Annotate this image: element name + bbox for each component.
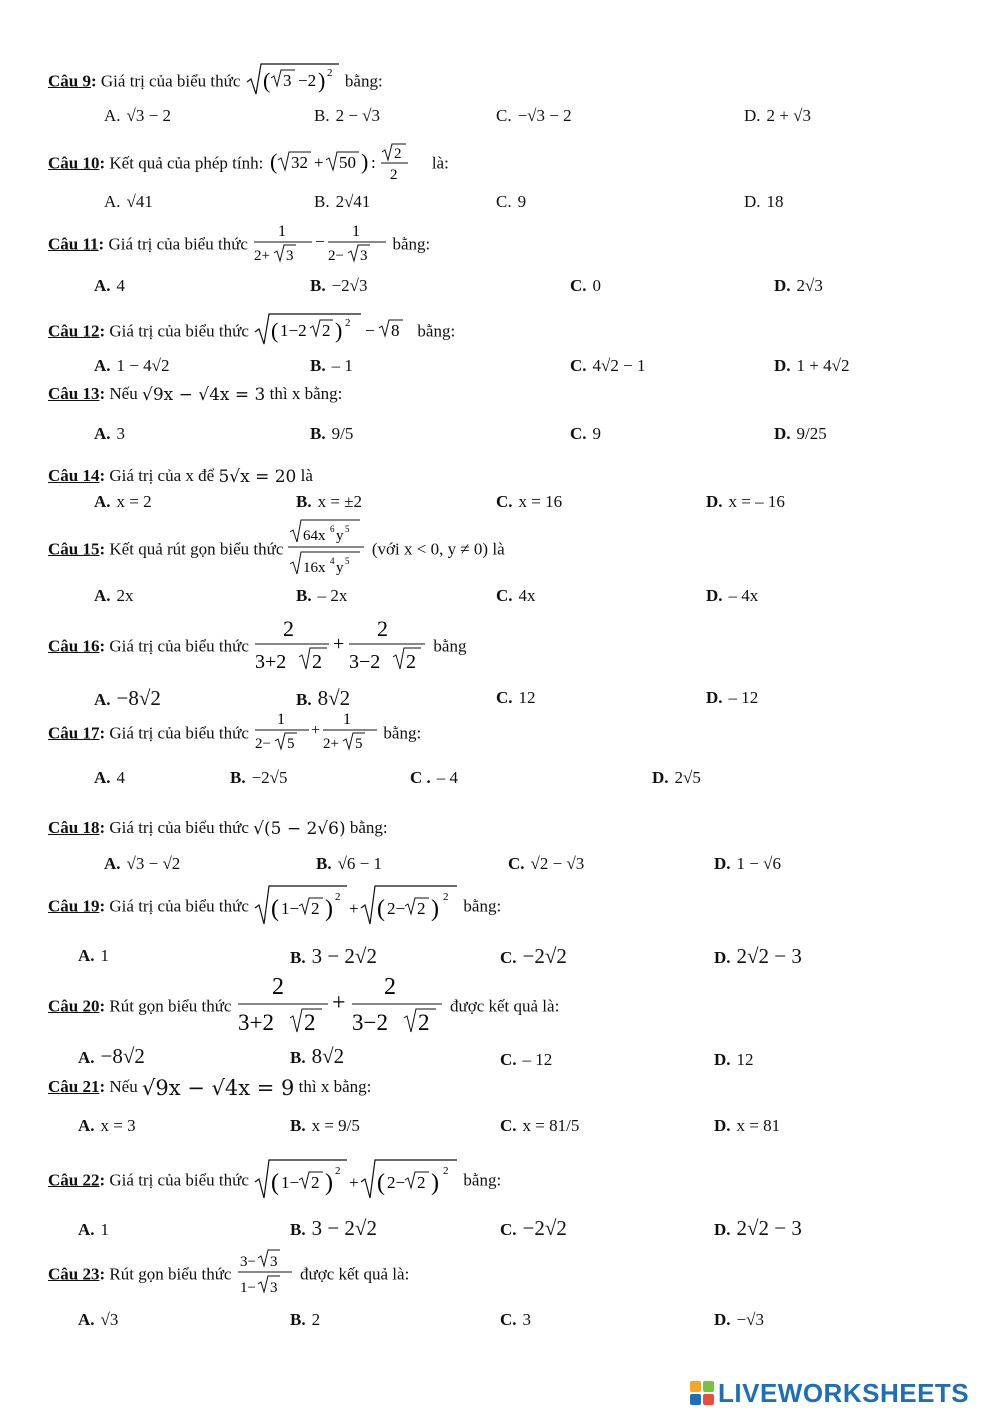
option-c[interactable]: C. x = 16 xyxy=(496,492,563,511)
svg-text:3−2: 3−2 xyxy=(351,1010,388,1035)
option-d[interactable]: D. 2√2 − 3 xyxy=(714,944,802,968)
option-d[interactable]: D. x = 81 xyxy=(714,1116,781,1135)
option-d[interactable]: D. 2√5 xyxy=(652,768,701,787)
svg-text:): ) xyxy=(317,68,325,93)
question-number: Câu 10 xyxy=(48,153,100,173)
question-17: Câu 17: Giá trị của biểu thức 1 2− 5 + 1 2+ 5 bằng: xyxy=(48,708,421,761)
question-tail: thì x bằng: xyxy=(269,384,343,403)
expression-q15 xyxy=(288,518,368,583)
question-number: Câu 14 xyxy=(48,466,100,485)
svg-text:2: 2 xyxy=(406,651,417,673)
svg-text:(: ( xyxy=(377,896,386,922)
option-b[interactable]: B. 8√2 xyxy=(296,686,351,710)
svg-text:3: 3 xyxy=(360,248,368,264)
option-b[interactable]: B. 2 xyxy=(290,1310,321,1329)
option-a[interactable]: A. 3 xyxy=(94,424,126,443)
expression-q23 xyxy=(236,1248,296,1303)
svg-text:1−: 1− xyxy=(281,1173,300,1192)
option-d[interactable]: D. 18 xyxy=(744,192,784,211)
option-a[interactable]: A. 1 xyxy=(78,1220,110,1239)
question-text: Rút gọn biểu thức xyxy=(109,1264,232,1284)
question-number: Câu 15 xyxy=(48,539,100,559)
svg-text:2: 2 xyxy=(443,891,449,903)
question-text: Nếu xyxy=(109,384,138,403)
question-13: Câu 13: Nếu √9x − √4x = 3 thì x bằng: xyxy=(48,384,343,406)
svg-text:8: 8 xyxy=(391,321,400,340)
option-d[interactable]: D. 9/25 xyxy=(774,424,827,443)
svg-text:2: 2 xyxy=(311,1173,320,1192)
svg-text:1−: 1− xyxy=(281,899,300,918)
option-b[interactable]: B. 3 − 2√2 xyxy=(290,1216,377,1240)
option-a[interactable]: A. √3 − √2 xyxy=(104,854,181,873)
svg-text:(: ( xyxy=(377,1170,386,1196)
question-text: Giá trị của biểu thức xyxy=(108,234,248,254)
question-tail: được kết quả là: xyxy=(449,996,560,1016)
expression-q16 xyxy=(253,614,429,681)
question-15: Câu 15: Kết quả rút gọn biểu thức 64x 6 y 5 16x 4 y 5 (với x < 0, y ≠ 0) là xyxy=(48,518,505,583)
option-b[interactable]: B. – 1 xyxy=(310,356,353,375)
question-text: Giá trị của biểu thức xyxy=(109,818,249,837)
expression-q22 xyxy=(253,1156,459,1207)
svg-text:4: 4 xyxy=(329,556,335,566)
svg-text:): ) xyxy=(335,318,343,343)
svg-text::: : xyxy=(370,153,376,172)
svg-text:1: 1 xyxy=(278,223,287,240)
svg-text:5: 5 xyxy=(287,736,295,752)
question-14: Câu 14: Giá trị của x để 5√x = 20 là xyxy=(48,466,313,488)
option-c[interactable]: C . – 4 xyxy=(410,768,459,787)
svg-text:2: 2 xyxy=(417,899,426,918)
question-number: Câu 17 xyxy=(48,723,100,743)
svg-text:5: 5 xyxy=(355,736,363,752)
option-a[interactable]: A. x = 2 xyxy=(94,492,152,511)
brand-name: LIVEWORKSHEETS xyxy=(718,1377,970,1408)
question-19: Câu 19: Giá trị của biểu thức ( 1− 2 ) 2 + ( 2− 2 ) 2 bằng: xyxy=(48,882,501,933)
question-number: Câu 12 xyxy=(48,321,100,341)
question-number: Câu 13 xyxy=(48,384,100,403)
option-c[interactable]: C. 3 xyxy=(500,1310,532,1329)
option-d[interactable]: D. 1 − √6 xyxy=(714,854,781,873)
svg-text:2: 2 xyxy=(312,651,323,673)
svg-text:1−: 1− xyxy=(239,1280,256,1296)
svg-text:): ) xyxy=(325,1170,334,1196)
expression-q20 xyxy=(236,972,446,1043)
expression-q21: √9x − √4x = 9 xyxy=(141,1076,295,1100)
svg-text:2: 2 xyxy=(335,1165,341,1177)
question-number: Câu 22 xyxy=(48,1170,100,1190)
svg-text:): ) xyxy=(431,1170,440,1196)
option-b[interactable]: B. 9/5 xyxy=(310,424,354,443)
option-a[interactable]: A. 4 xyxy=(94,768,126,787)
option-a[interactable]: A. −8√2 xyxy=(94,686,161,710)
svg-text:): ) xyxy=(431,896,440,922)
option-d[interactable]: D. – 12 xyxy=(706,688,759,707)
svg-text:3: 3 xyxy=(269,1254,278,1270)
question-9: Câu 9: Giá trị của biểu thức ( 3 −2 ) 2 bằng: xyxy=(48,62,383,103)
option-a[interactable]: A. x = 3 xyxy=(78,1116,136,1135)
svg-text:+: + xyxy=(333,633,345,655)
question-23: Câu 23: Rút gọn biểu thức 3− 3 1− 3 được kết quả là: xyxy=(48,1248,409,1303)
question-21: Câu 21: Nếu √9x − √4x = 9 thì x bằng: xyxy=(48,1076,372,1100)
option-c[interactable]: C. √2 − √3 xyxy=(508,854,585,873)
option-b[interactable]: B. √6 − 1 xyxy=(316,854,383,873)
svg-text:): ) xyxy=(325,896,334,922)
svg-text:(: ( xyxy=(262,68,270,93)
svg-text:2: 2 xyxy=(393,146,402,162)
svg-text:(: ( xyxy=(271,896,280,922)
option-b[interactable]: B. 8√2 xyxy=(290,1044,345,1068)
question-text: Kết quả rút gọn biểu thức xyxy=(109,539,284,559)
option-b[interactable]: B. – 2x xyxy=(296,586,348,605)
svg-text:+: + xyxy=(349,899,359,918)
option-c[interactable]: C. 12 xyxy=(496,688,536,707)
question-text: Giá trị của biểu thức xyxy=(109,1170,249,1190)
svg-text:2: 2 xyxy=(311,899,320,918)
svg-text:16x: 16x xyxy=(302,560,326,576)
option-b[interactable]: B. x = 9/5 xyxy=(290,1116,360,1135)
expression-q19 xyxy=(253,882,459,933)
option-b[interactable]: B. −2√3 xyxy=(310,276,368,295)
question-text: Rút gọn biểu thức xyxy=(109,996,232,1016)
option-c[interactable]: C. 4√2 − 1 xyxy=(570,356,646,375)
question-11: Câu 11: Giá trị của biểu thức 1 2+ 3 − 1 2− 3 bằng: xyxy=(48,220,430,271)
option-a[interactable]: A. −8√2 xyxy=(78,1044,145,1068)
option-c[interactable]: C. 9 xyxy=(496,192,527,211)
svg-text:5: 5 xyxy=(344,524,350,534)
svg-text:2: 2 xyxy=(383,974,396,1000)
svg-text:2: 2 xyxy=(443,1165,449,1177)
question-tail: bằng: xyxy=(383,723,422,743)
question-tail: là xyxy=(300,466,313,485)
expression-q14: 5√x = 20 xyxy=(218,467,297,488)
question-tail: bằng: xyxy=(463,1170,502,1190)
expression-q9 xyxy=(245,62,341,103)
expression-q17 xyxy=(253,708,379,761)
liveworksheets-logo-icon xyxy=(690,1381,714,1405)
svg-text:6: 6 xyxy=(329,524,335,534)
option-c[interactable]: C. – 12 xyxy=(500,1050,553,1069)
option-a[interactable]: A. 1 xyxy=(78,946,110,965)
svg-text:−: − xyxy=(365,321,375,340)
svg-text:(: ( xyxy=(271,318,279,343)
expression-q11 xyxy=(252,220,388,271)
option-a[interactable]: A. 1 − 4√2 xyxy=(94,356,170,375)
svg-text:32: 32 xyxy=(290,153,308,172)
option-d[interactable]: D. 2 + √3 xyxy=(744,106,811,125)
svg-text:2: 2 xyxy=(271,974,284,1000)
question-text: Giá trị của x để xyxy=(109,466,215,485)
option-c[interactable]: C. −2√2 xyxy=(500,944,567,968)
option-b[interactable]: B. 3 − 2√2 xyxy=(290,944,377,968)
liveworksheets-brand[interactable] xyxy=(690,1378,969,1408)
option-c[interactable]: C. 0 xyxy=(570,276,602,295)
svg-text:2+: 2+ xyxy=(323,736,340,752)
option-d[interactable]: D. 1 + 4√2 xyxy=(774,356,850,375)
expression-q12 xyxy=(253,312,413,353)
question-tail: được kết quả là: xyxy=(299,1264,410,1284)
option-a[interactable]: A. 4 xyxy=(94,276,126,295)
svg-text:2: 2 xyxy=(377,616,389,641)
svg-text:3: 3 xyxy=(269,1280,278,1296)
svg-text:3−2: 3−2 xyxy=(349,651,381,673)
question-number: Câu 16 xyxy=(48,636,100,656)
option-d[interactable]: D. x = – 16 xyxy=(706,492,785,511)
option-d[interactable]: D. 12 xyxy=(714,1050,754,1069)
svg-text:y: y xyxy=(335,560,344,576)
svg-text:64x: 64x xyxy=(302,528,326,544)
option-a[interactable]: A. √3 − 2 xyxy=(104,106,171,125)
question-text: Giá trị của biểu thức xyxy=(109,723,249,743)
question-number: Câu 11 xyxy=(48,234,99,254)
option-c[interactable]: C. 9 xyxy=(570,424,602,443)
svg-text:2−: 2− xyxy=(387,899,406,918)
question-tail: bằng: xyxy=(463,896,502,916)
question-text: Nếu xyxy=(109,1076,138,1096)
svg-text:2−: 2− xyxy=(387,1173,406,1192)
svg-text:3: 3 xyxy=(286,248,294,264)
svg-text:): ) xyxy=(360,149,368,174)
svg-text:2−: 2− xyxy=(328,248,345,264)
svg-text:1: 1 xyxy=(277,711,286,728)
option-c[interactable]: C. 4x xyxy=(496,586,536,605)
question-number: Câu 19 xyxy=(48,896,100,916)
svg-text:3: 3 xyxy=(282,71,292,90)
svg-text:2: 2 xyxy=(326,67,333,79)
question-tail: là: xyxy=(431,153,449,173)
svg-text:2: 2 xyxy=(335,891,341,903)
question-22: Câu 22: Giá trị của biểu thức ( 1− 2 ) 2 + ( 2− 2 ) 2 bằng: xyxy=(48,1156,501,1207)
svg-text:3−: 3− xyxy=(239,1254,256,1270)
svg-text:−: − xyxy=(315,232,325,251)
option-d[interactable]: D. – 4x xyxy=(706,586,759,605)
svg-text:y: y xyxy=(335,528,344,544)
svg-text:+: + xyxy=(313,153,324,172)
option-b[interactable]: B. x = ±2 xyxy=(296,492,363,511)
option-b[interactable]: B. 2√41 xyxy=(314,192,371,211)
svg-text:2−: 2− xyxy=(255,736,272,752)
question-tail: thì x bằng: xyxy=(298,1076,372,1096)
svg-text:50: 50 xyxy=(338,153,356,172)
question-12: Câu 12: Giá trị của biểu thức ( 1−2 2 ) 2 − 8 bằng: xyxy=(48,312,455,353)
expression-q13: √9x − √4x = 3 xyxy=(141,385,266,406)
svg-text:1: 1 xyxy=(352,223,361,240)
question-text: Giá trị của biểu thức xyxy=(100,71,241,91)
question-text: Kết quả của phép tính: xyxy=(109,153,264,173)
expression-q18: √(5 − 2√6) xyxy=(253,819,346,840)
svg-text:2: 2 xyxy=(283,616,295,641)
option-a[interactable]: A. 2x xyxy=(94,586,134,605)
option-c[interactable]: C. −√3 − 2 xyxy=(496,106,572,125)
svg-text:+: + xyxy=(311,722,321,739)
svg-text:2: 2 xyxy=(417,1173,426,1192)
question-tail: bằng: xyxy=(344,71,383,91)
question-10: Câu 10: Kết quả của phép tính: ( 32 + 50 ) : 2 2 là: xyxy=(48,142,449,187)
question-number: Câu 9 xyxy=(48,71,91,91)
option-c[interactable]: C. x = 81/5 xyxy=(500,1116,580,1135)
expression-q10 xyxy=(268,142,428,187)
option-a[interactable]: A. √41 xyxy=(104,192,153,211)
svg-text:2: 2 xyxy=(417,1010,430,1035)
svg-text:2: 2 xyxy=(389,167,398,182)
svg-text:+: + xyxy=(349,1173,359,1192)
svg-text:3+2: 3+2 xyxy=(237,1010,274,1035)
svg-text:1−2: 1−2 xyxy=(280,321,307,340)
svg-text:5: 5 xyxy=(344,556,350,566)
question-20: Câu 20: Rút gọn biểu thức 2 3+2 2 + 2 3−2 2 được kết quả là: xyxy=(48,972,559,1043)
svg-text:−2: −2 xyxy=(297,71,316,90)
option-d[interactable]: D. −√3 xyxy=(714,1310,764,1329)
option-b[interactable]: B. −2√5 xyxy=(230,768,288,787)
svg-text:(: ( xyxy=(269,149,277,174)
svg-text:(: ( xyxy=(271,1170,280,1196)
question-text: Giá trị của biểu thức xyxy=(109,321,249,341)
svg-text:2: 2 xyxy=(322,321,331,340)
option-d[interactable]: D. 2√3 xyxy=(774,276,823,295)
svg-text:2: 2 xyxy=(303,1010,316,1035)
svg-text:+: + xyxy=(331,990,346,1016)
svg-text:2: 2 xyxy=(345,317,351,329)
svg-text:2+: 2+ xyxy=(254,248,271,264)
question-text: Giá trị của biểu thức xyxy=(109,636,249,656)
question-text: Giá trị của biểu thức xyxy=(109,896,249,916)
option-c[interactable]: C. −2√2 xyxy=(500,1216,567,1240)
question-number: Câu 23 xyxy=(48,1264,100,1284)
question-tail: bằng: xyxy=(392,234,431,254)
question-18: Câu 18: Giá trị của biểu thức √(5 − 2√6) bằng: xyxy=(48,818,388,840)
svg-text:1: 1 xyxy=(343,711,352,728)
question-number: Câu 20 xyxy=(48,996,100,1016)
option-d[interactable]: D. 2√2 − 3 xyxy=(714,1216,802,1240)
question-number: Câu 21 xyxy=(48,1076,100,1096)
question-number: Câu 18 xyxy=(48,818,100,837)
question-tail: bằng: xyxy=(417,321,456,341)
question-tail: bằng: xyxy=(349,818,388,837)
question-tail: bằng xyxy=(433,636,467,656)
option-b[interactable]: B. 2 − √3 xyxy=(314,106,381,125)
question-16: Câu 16: Giá trị của biểu thức 2 3+2 2 + 2 3−2 2 bằng xyxy=(48,614,466,681)
question-tail: (với x < 0, y ≠ 0) là xyxy=(371,539,505,559)
svg-text:3+2: 3+2 xyxy=(255,651,287,673)
option-a[interactable]: A. √3 xyxy=(78,1310,119,1329)
